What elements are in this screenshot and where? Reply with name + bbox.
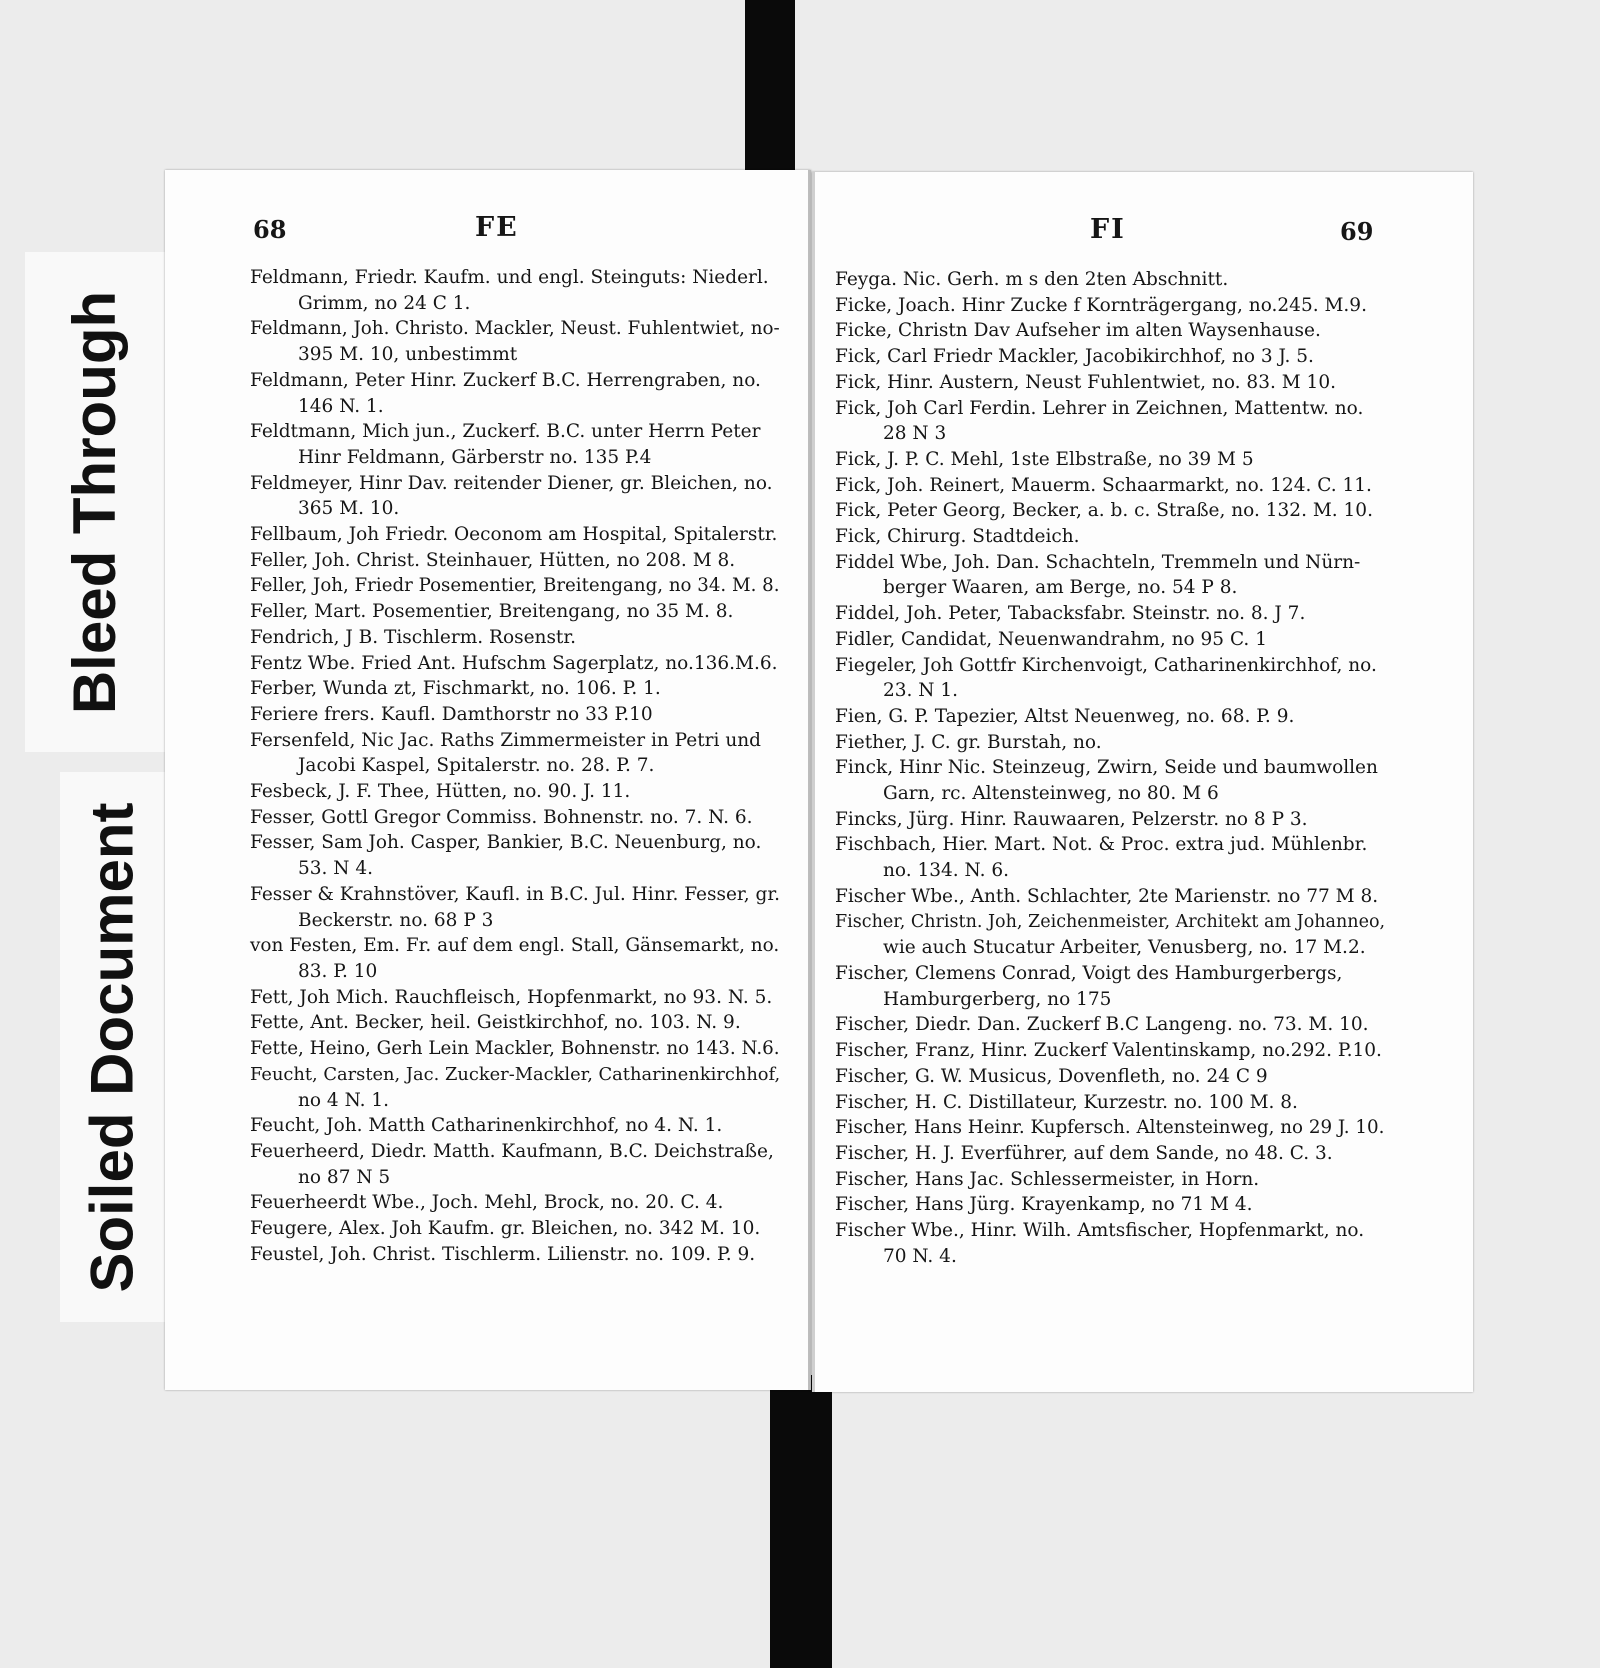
directory-entry (250, 1113, 780, 1139)
entry-continuation-line: 146 N. 1. (298, 395, 384, 417)
directory-entry (250, 1010, 780, 1036)
directory-entry (835, 1218, 1385, 1269)
entry-line: Fischer, G. W. Musicus, Dovenfleth, no. 24 C 9 (835, 1065, 1268, 1087)
left-page-header: FE (475, 212, 519, 243)
directory-entry (250, 1190, 780, 1216)
entry-line: Fiegeler, Joh Gottfr Kirchenvoigt, Catharinenkirchhof, no. (835, 654, 1377, 676)
directory-entry (835, 653, 1385, 704)
soiled-document-label-text: Soiled Document (79, 801, 146, 1293)
entry-continuation-line: berger Waaren, am Berge, no. 54 P 8. (883, 577, 1238, 599)
right-page-number: 69 (1340, 217, 1374, 246)
directory-entry (250, 676, 780, 702)
entry-line: Fick, Chirurg. Stadtdeich. (835, 526, 1080, 548)
entry-line: Fellbaum, Joh Friedr. Oeconom am Hospital, Spitalerstr. (250, 524, 778, 546)
entry-continuation-line: Hinr Feldmann, Gärberstr no. 135 P.4 (298, 446, 652, 468)
entry-line: Fiether, J. C. gr. Burstah, no. (835, 731, 1102, 753)
entry-line: Fick, Carl Friedr Mackler, Jacobikirchhof, no 3 J. 5. (835, 346, 1314, 368)
directory-entry (835, 627, 1385, 653)
directory-entry (250, 985, 780, 1011)
entry-line: Fesser, Sam Joh. Casper, Bankier, B.C. Neuenburg, no. (250, 832, 762, 854)
entry-line: Fick, Hinr. Austern, Neust Fuhlentwiet, no. 83. M 10. (835, 371, 1336, 393)
entry-line: Fischbach, Hier. Mart. Not. & Proc. extra jud. Mühlenbr. (835, 834, 1368, 856)
entry-line: Fersenfeld, Nic Jac. Raths Zimmermeister in Petri und (250, 729, 761, 751)
right-page-entries (835, 267, 1385, 1269)
directory-entry (835, 1064, 1385, 1090)
directory-entry (835, 447, 1385, 473)
entry-continuation-line: 70 N. 4. (883, 1245, 957, 1267)
left-page (165, 170, 811, 1390)
entry-line: Fett, Joh Mich. Rauchfleisch, Hopfenmarkt, no 93. N. 5. (250, 986, 773, 1008)
directory-entry (835, 807, 1385, 833)
directory-entry (835, 498, 1385, 524)
entry-line: Feustel, Joh. Christ. Tischlerm. Lilienstr. no. 109. P. 9. (250, 1243, 756, 1265)
entry-line: Fischer, H. J. Everführer, auf dem Sande, no 48. C. 3. (835, 1142, 1333, 1164)
entry-continuation-line: 53. N 4. (298, 858, 374, 880)
entry-line: Feuerheerd, Diedr. Matth. Kaufmann, B.C. Deichstraße, (250, 1140, 774, 1162)
directory-entry (250, 265, 780, 316)
directory-entry (835, 1012, 1385, 1038)
directory-entry (835, 370, 1385, 396)
entry-line: Fischer, Franz, Hinr. Zuckerf Valentinskamp, no.292. P.10. (835, 1040, 1382, 1062)
directory-entry (250, 728, 780, 779)
directory-entry (835, 601, 1385, 627)
entry-line: Feller, Mart. Posementier, Breitengang, no 35 M. 8. (250, 601, 734, 623)
directory-entry (835, 1090, 1385, 1116)
entry-continuation-line: Hamburgerberg, no 175 (883, 988, 1112, 1010)
directory-entry (835, 293, 1385, 319)
directory-entry (250, 882, 780, 933)
directory-entry (835, 396, 1385, 447)
entry-line: Ferber, Wunda zt, Fischmarkt, no. 106. P. 1. (250, 678, 661, 700)
book-spine-bottom (770, 1375, 832, 1668)
entry-line: Feucht, Carsten, Jac. Zucker-Mackler, Catharinenkirchhof, (250, 1063, 781, 1085)
directory-entry (835, 267, 1385, 293)
directory-entry (835, 755, 1385, 806)
entry-line: Feller, Joh, Friedr Posementier, Breitengang, no 34. M. 8. (250, 575, 780, 597)
book-spine-top (745, 0, 795, 175)
directory-entry (835, 1115, 1385, 1141)
entry-continuation-line: Grimm, no 24 C 1. (298, 292, 471, 314)
bleed-through-label (25, 252, 165, 752)
directory-entry (835, 730, 1385, 756)
entry-line: Fesser, Gottl Gregor Commiss. Bohnenstr. no. 7. N. 6. (250, 806, 753, 828)
entry-continuation-line: no 87 N 5 (298, 1166, 391, 1188)
left-page-entries (250, 265, 780, 1267)
bleed-through-label-text: Bleed Through (61, 290, 129, 714)
entry-line: Fischer, Hans Jürg. Krayenkamp, no 71 M 4. (835, 1194, 1253, 1216)
directory-entry (250, 1062, 780, 1113)
right-page-header: FI (1090, 214, 1126, 245)
directory-entry (250, 830, 780, 881)
directory-entry (835, 344, 1385, 370)
directory-entry (835, 1038, 1385, 1064)
directory-entry (250, 933, 780, 984)
directory-entry (250, 471, 780, 522)
entry-line: Fien, G. P. Tapezier, Altst Neuenweg, no. 68. P. 9. (835, 705, 1295, 727)
entry-continuation-line: wie auch Stucatur Arbeiter, Venusberg, no. 17 M.2. (883, 937, 1366, 959)
directory-entry (835, 704, 1385, 730)
directory-entry (250, 779, 780, 805)
entry-line: Feldmeyer, Hinr Dav. reitender Diener, gr. Bleichen, no. (250, 472, 773, 494)
entry-line: Feldmann, Peter Hinr. Zuckerf B.C. Herrengraben, no. (250, 369, 761, 391)
directory-entry (250, 625, 780, 651)
directory-entry (250, 522, 780, 548)
directory-entry (250, 368, 780, 419)
entry-line: Feyga. Nic. Gerh. m s den 2ten Abschnitt. (835, 269, 1229, 290)
directory-entry (250, 548, 780, 574)
entry-continuation-line: 28 N 3 (883, 423, 947, 445)
entry-line: Feller, Joh. Christ. Steinhauer, Hütten, no 208. M 8. (250, 549, 736, 571)
directory-entry (835, 910, 1385, 961)
directory-entry (835, 961, 1385, 1012)
entry-line: Fiddel, Joh. Peter, Tabacksfabr. Steinstr. no. 8. J 7. (835, 603, 1306, 625)
directory-entry (835, 884, 1385, 910)
entry-line: Fischer, Clemens Conrad, Voigt des Hamburgerbergs, (835, 962, 1343, 984)
directory-entry (250, 651, 780, 677)
entry-line: Fendrich, J B. Tischlerm. Rosenstr. (250, 626, 577, 648)
directory-entry (250, 702, 780, 728)
entry-continuation-line: 395 M. 10, unbestimmt (298, 344, 518, 366)
directory-entry (250, 1139, 780, 1190)
entry-line: Fiddel Wbe, Joh. Dan. Schachteln, Tremmeln und Nürn- (835, 551, 1361, 573)
entry-line: Fette, Ant. Becker, heil. Geistkirchhof, no. 103. N. 9. (250, 1012, 741, 1034)
entry-line: Feucht, Joh. Matth Catharinenkirchhof, no 4. N. 1. (250, 1115, 723, 1137)
entry-line: Fidler, Candidat, Neuenwandrahm, no 95 C. 1 (835, 628, 1267, 650)
entry-line: Fischer, Hans Heinr. Kupfersch. Altensteinweg, no 29 J. 10. (835, 1117, 1385, 1139)
entry-continuation-line: 23. N 1. (883, 680, 959, 702)
entry-line: Ficke, Joach. Hinr Zucke f Kornträgergang, no.245. M.9. (835, 294, 1367, 316)
entry-line: Finck, Hinr Nic. Steinzeug, Zwirn, Seide und baumwollen (835, 757, 1378, 779)
entry-continuation-line: Jacobi Kaspel, Spitalerstr. no. 28. P. 7. (298, 755, 655, 777)
entry-continuation-line: no 4 N. 1. (298, 1089, 390, 1111)
entry-line: Ficke, Christn Dav Aufseher im alten Waysenhause. (835, 320, 1321, 342)
directory-entry (250, 1036, 780, 1062)
directory-entry (250, 1216, 780, 1242)
directory-entry (835, 1192, 1385, 1218)
entry-line: Fischer, Hans Jac. Schlessermeister, in Horn. (835, 1168, 1260, 1190)
directory-entry (250, 599, 780, 625)
directory-entry (250, 1242, 780, 1268)
entry-line: Fick, J. P. C. Mehl, 1ste Elbstraße, no 39 M 5 (835, 448, 1254, 470)
entry-line: Fesbeck, J. F. Thee, Hütten, no. 90. J. 11. (250, 781, 631, 803)
right-page (812, 172, 1473, 1392)
directory-entry (250, 573, 780, 599)
entry-continuation-line: 83. P. 10 (298, 960, 378, 982)
entry-line: Fick, Joh. Reinert, Mauerm. Schaarmarkt, no. 124. C. 11. (835, 474, 1372, 496)
left-page-number: 68 (253, 215, 287, 244)
entry-line: Fischer, Diedr. Dan. Zuckerf B.C Langeng. no. 73. M. 10. (835, 1014, 1369, 1036)
entry-line: Fischer Wbe., Anth. Schlachter, 2te Marienstr. no 77 M 8. (835, 885, 1379, 907)
entry-line: Feldmann, Joh. Christo. Mackler, Neust. Fuhlentwiet, no- (250, 318, 780, 340)
entry-line: Feugere, Alex. Joh Kaufm. gr. Bleichen, no. 342 M. 10. (250, 1218, 761, 1240)
entry-line: von Festen, Em. Fr. auf dem engl. Stall, Gänsemarkt, no. (250, 935, 780, 957)
entry-continuation-line: Beckerstr. no. 68 P 3 (298, 909, 494, 931)
entry-line: Feuerheerdt Wbe., Joch. Mehl, Brock, no. 20. C. 4. (250, 1192, 724, 1214)
soiled-document-label (60, 772, 165, 1322)
directory-entry (835, 1167, 1385, 1193)
entry-line: Feriere frers. Kaufl. Damthorstr no 33 P.10 (250, 703, 653, 725)
entry-line: Fischer, H. C. Distillateur, Kurzestr. no. 100 M. 8. (835, 1091, 1298, 1113)
entry-continuation-line: no. 134. N. 6. (883, 860, 1009, 882)
directory-entry (835, 318, 1385, 344)
entry-line: Fischer, Christn. Joh, Zeichenmeister, Architekt am Johanneo, (835, 911, 1386, 932)
directory-entry (835, 550, 1385, 601)
directory-entry (835, 832, 1385, 883)
entry-line: Fesser & Krahnstöver, Kaufl. in B.C. Jul. Hinr. Fesser, gr. (250, 883, 781, 905)
directory-entry (835, 1141, 1385, 1167)
directory-entry (250, 316, 780, 367)
entry-continuation-line: Garn, rc. Altensteinweg, no 80. M 6 (883, 783, 1219, 805)
entry-line: Fincks, Jürg. Hinr. Rauwaaren, Pelzerstr. no 8 P 3. (835, 808, 1308, 830)
entry-line: Fette, Heino, Gerh Lein Mackler, Bohnenstr. no 143. N.6. (250, 1038, 780, 1060)
entry-line: Feldtmann, Mich jun., Zuckerf. B.C. unter Herrn Peter (250, 421, 761, 443)
entry-line: Fick, Peter Georg, Becker, a. b. c. Straße, no. 132. M. 10. (835, 500, 1373, 522)
entry-line: Feldmann, Friedr. Kaufm. und engl. Steinguts: Niederl. (250, 267, 769, 288)
directory-entry (250, 805, 780, 831)
entry-line: Fischer Wbe., Hinr. Wilh. Amtsfischer, Hopfenmarkt, no. (835, 1220, 1365, 1242)
directory-entry (835, 524, 1385, 550)
entry-continuation-line: 365 M. 10. (298, 498, 400, 520)
directory-entry (250, 419, 780, 470)
directory-entry (835, 473, 1385, 499)
entry-line: Fick, Joh Carl Ferdin. Lehrer in Zeichnen, Mattentw. no. (835, 397, 1364, 419)
entry-line: Fentz Wbe. Fried Ant. Hufschm Sagerplatz, no.136.M.6. (250, 652, 778, 674)
